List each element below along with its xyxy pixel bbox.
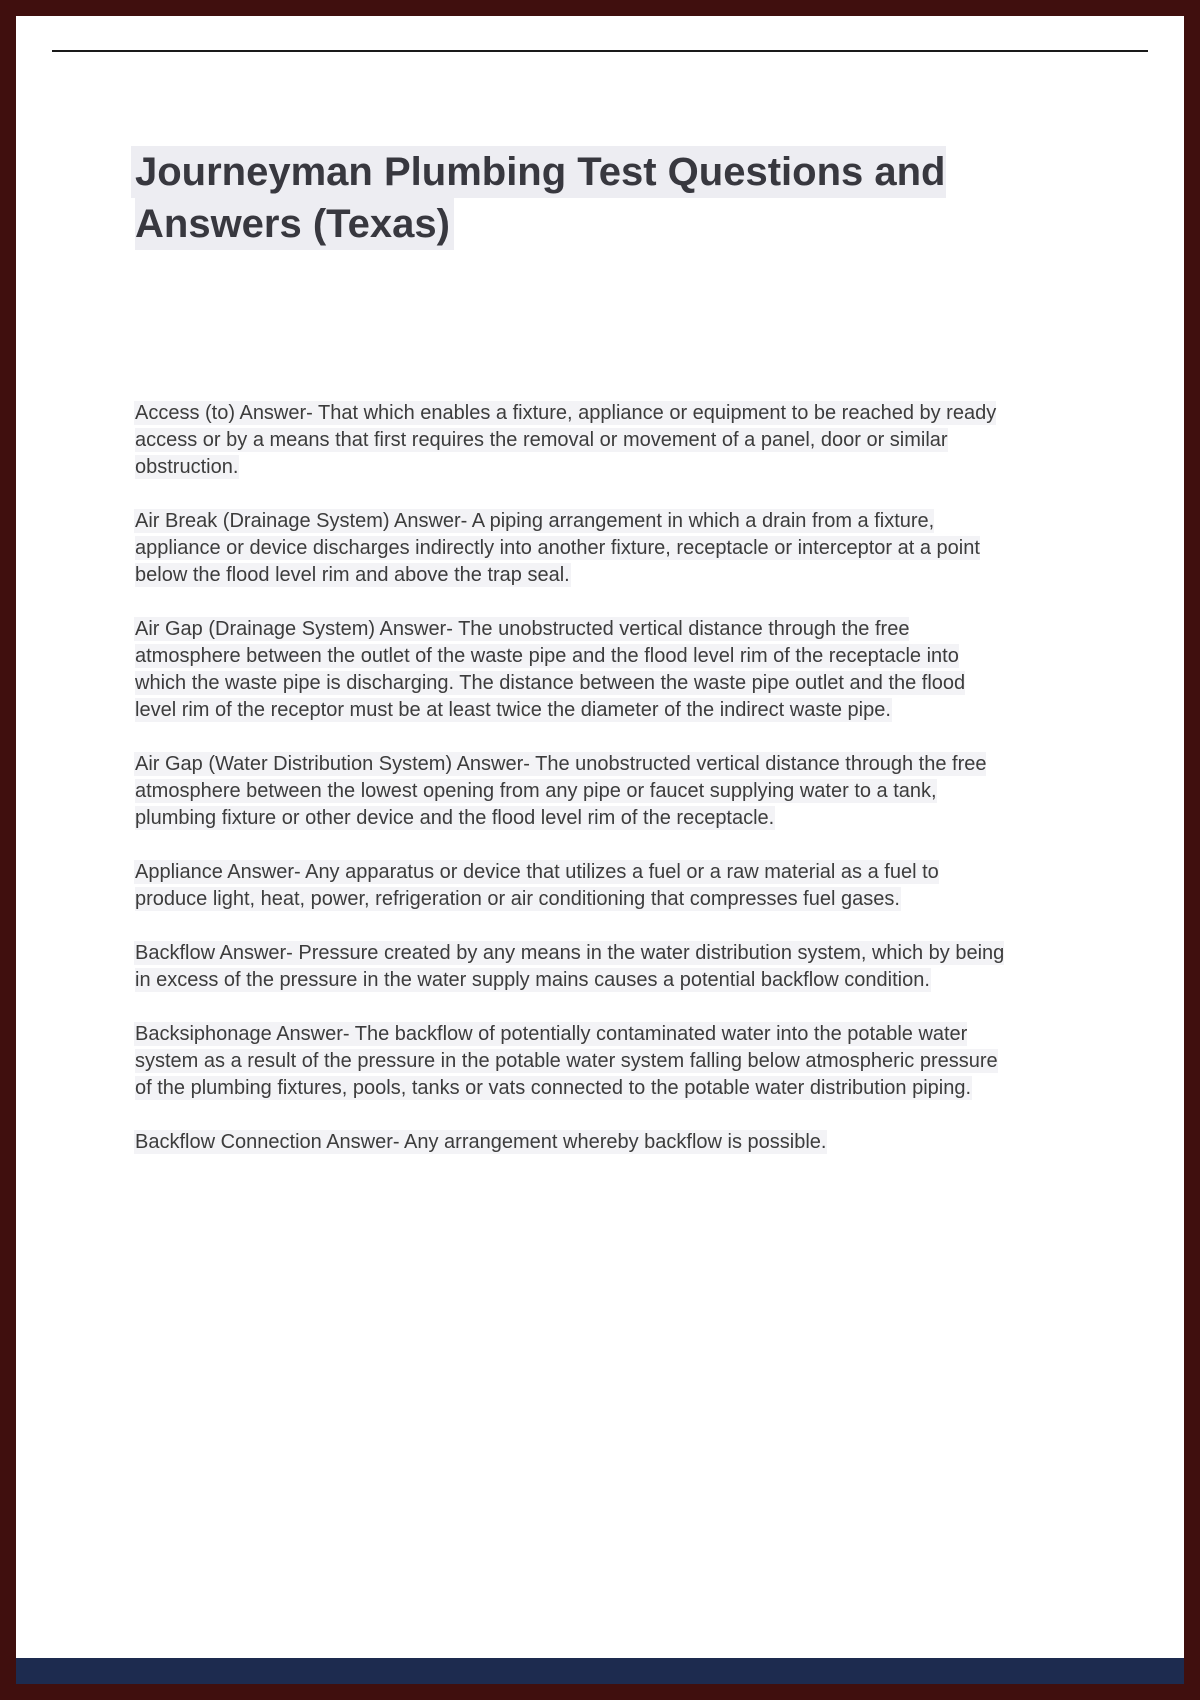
definition-text: Backsiphonage Answer- The backflow of potentially contaminated water into the potable water system as a result of the pressure in the potable water system falling below atmospheric pressure of the plumbing fixtures, pools, tanks or vats connected to the potable water distribution piping. [135,1023,998,1099]
definitions-list [135,400,1007,1156]
footer-bar [16,1658,1184,1684]
definition-paragraph [135,616,1007,724]
page-title [135,146,1007,250]
definition-text: Backflow Answer- Pressure created by any means in the water distribution system, which by being in excess of the pressure in the water supply mains causes a potential backflow condition. [135,942,1005,991]
definition-text: Air Break (Drainage System) Answer- A piping arrangement in which a drain from a fixture, appliance or device discharges indirectly into another fixture, receptacle or interceptor at a point below the flood level rim and above the trap seal. [135,510,980,586]
page-title-text: Journeyman Plumbing Test Questions and Answers (Texas) [135,150,946,246]
document-page [16,16,1184,1684]
definition-paragraph [135,1129,1007,1156]
definition-paragraph [135,940,1007,994]
definition-text: Air Gap (Water Distribution System) Answer- The unobstructed vertical distance through the free atmosphere between the lowest opening from any pipe or faucet supplying water to a tank, plumbing fixture or other device and the flood level rim of the receptacle. [135,753,987,829]
definition-paragraph [135,1021,1007,1102]
definition-text: Access (to) Answer- That which enables a fixture, appliance or equipment to be reached by ready access or by a means that first requires the removal or movement of a panel, door or similar obstruction. [135,402,997,478]
definition-text: Appliance Answer- Any apparatus or device that utilizes a fuel or a raw material as a fuel to produce light, heat, power, refrigeration or air conditioning that compresses fuel gases. [135,861,939,910]
definition-paragraph [135,508,1007,589]
document-content [135,146,1007,1183]
definition-paragraph [135,400,1007,481]
top-rule [52,50,1148,52]
definition-paragraph [135,751,1007,832]
definition-text: Air Gap (Drainage System) Answer- The unobstructed vertical distance through the free atmosphere between the outlet of the waste pipe and the flood level rim of the receptacle into which the waste pipe is discharging. The distance between the waste pipe outlet and the flood level rim of the receptor must be at least twice the diameter of the indirect waste pipe. [135,618,966,721]
definition-text: Backflow Connection Answer- Any arrangement whereby backflow is possible. [135,1131,827,1153]
definition-paragraph [135,859,1007,913]
